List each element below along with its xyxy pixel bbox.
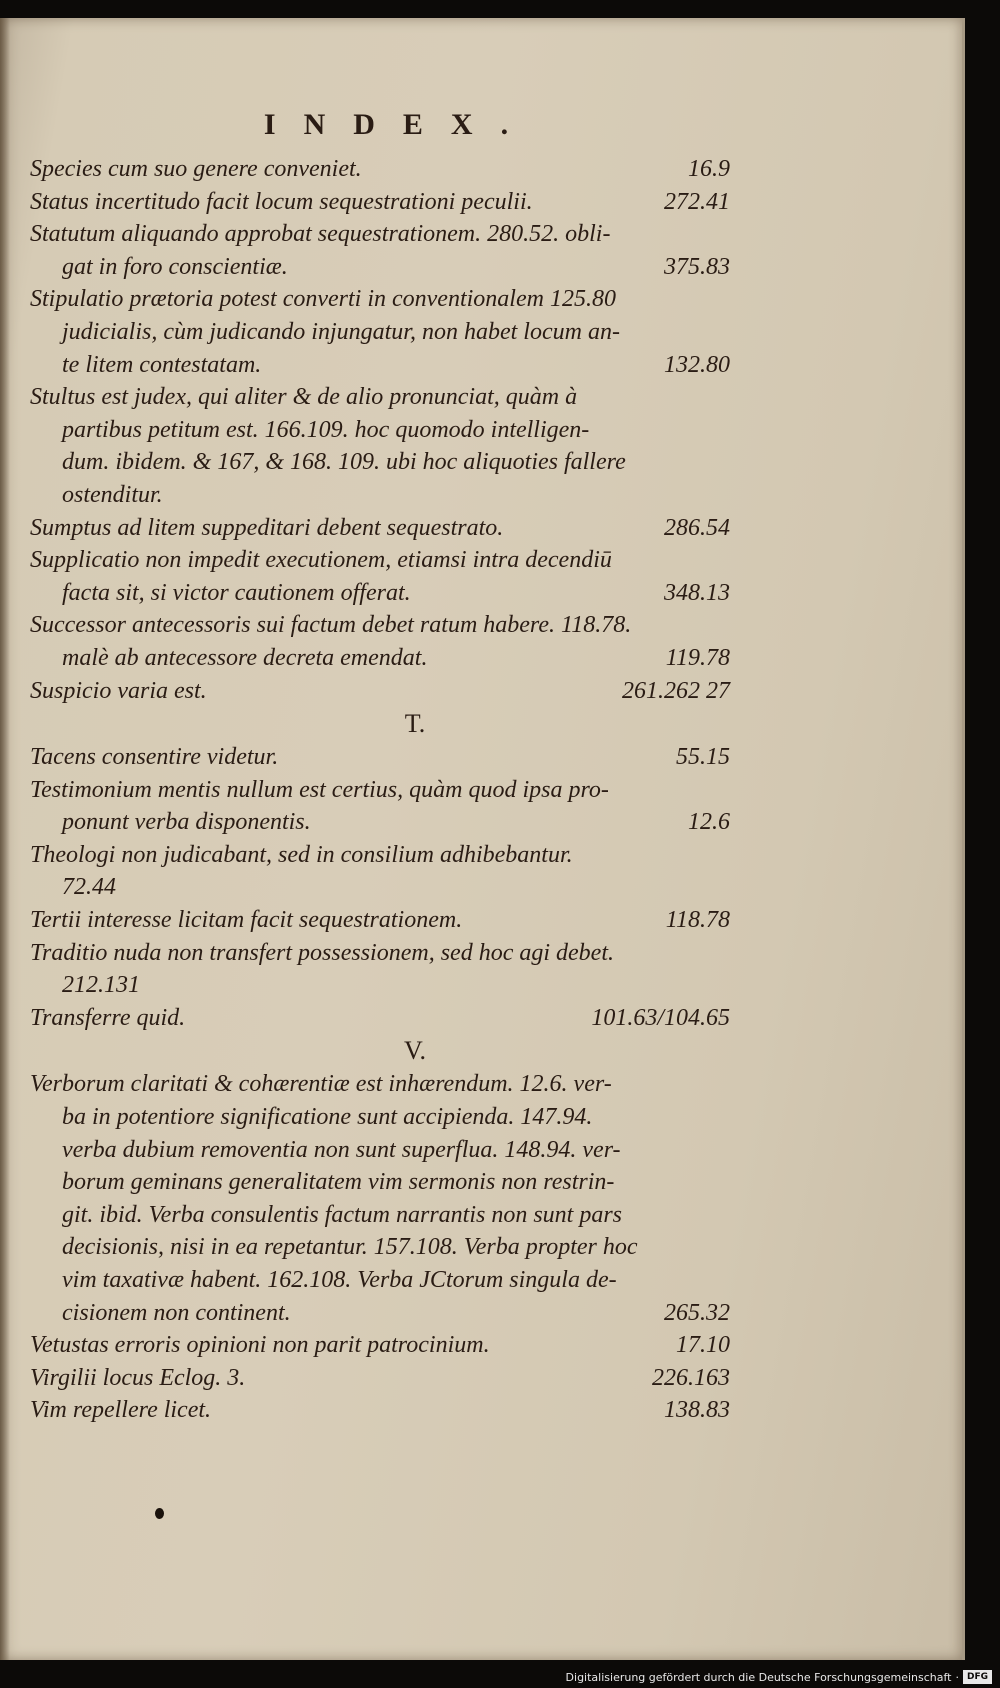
index-entry-line: Supplicatio non impedit executionem, etiamsi intra decendiū [30, 547, 612, 574]
index-entry-line: te litem contestatam. [62, 351, 262, 378]
index-entry-line: vim taxativæ habent. 162.108. Verba JCtorum singula de- [62, 1267, 617, 1293]
index-entry [30, 839, 730, 904]
page-reference: 101.63/104.65 [591, 1004, 730, 1031]
page-reference: 348.13 [664, 579, 730, 606]
index-entry [30, 544, 730, 609]
page-reference: 132.80 [664, 351, 730, 378]
page-reference: 55.15 [676, 744, 730, 771]
separator: · [955, 1670, 959, 1684]
index-entry-line: Theologi non judicabant, sed in consilium adhibebantur. [30, 841, 573, 868]
page-binding-edge [0, 18, 10, 1660]
index-group-v [30, 1068, 730, 1427]
index-list [30, 153, 730, 1427]
page-reference: 265.32 [664, 1299, 730, 1326]
index-entry-line: decisionis, nisi in ea repetantur. 157.108. Verba propter hoc [62, 1234, 638, 1261]
index-entry [30, 1362, 730, 1395]
index-entry [30, 283, 730, 381]
page-reference: 226.163 [652, 1364, 730, 1391]
index-entry-line: cisionem non continent. [62, 1299, 291, 1326]
index-entry-line: Suspicio varia est. [30, 677, 207, 704]
page-reference: 12.6 [688, 809, 730, 836]
page-reference: 16.9 [688, 156, 730, 182]
page-reference: 118.78 [665, 907, 730, 934]
index-entry [30, 1329, 730, 1362]
index-entry [30, 1394, 730, 1427]
index-entry [30, 381, 730, 511]
index-entry-line: facta sit, si victor cautionem offerat. [62, 579, 411, 606]
index-entry [30, 512, 730, 545]
page-reference: 119.78 [665, 644, 730, 671]
page-reference: 138.83 [664, 1397, 730, 1424]
page-reference: 375.83 [664, 253, 730, 280]
index-entry-line: Testimonium mentis nullum est certius, quàm quod ipsa pro- [30, 776, 609, 803]
index-entry [30, 904, 730, 937]
index-entry-line: gat in foro conscientiæ. [62, 253, 288, 280]
index-entry-line: Virgilii locus Eclog. 3. [30, 1364, 246, 1391]
index-entry-line: malè ab antecessore decreta emendat. [62, 644, 428, 671]
index-entry-line: dum. ibidem. & 167, & 168. 109. ubi hoc aliquoties fallere [62, 449, 626, 476]
index-entry [30, 609, 730, 674]
index-entry [30, 675, 730, 708]
index-entry [30, 741, 730, 774]
index-entry-line: Sumptus ad litem suppeditari debent sequestrato. [30, 514, 504, 541]
section-letter-t: T. [404, 709, 426, 739]
dfg-logo: DFG [963, 1670, 992, 1684]
index-entry-line: Tertii interesse licitam facit sequestrationem. [30, 907, 463, 934]
index-entry [30, 186, 730, 219]
index-entry-line: Traditio nuda non transfert possessionem, sed hoc agi debet. [30, 939, 614, 966]
index-entry [30, 1002, 730, 1035]
funding-credit: Digitalisierung gefördert durch die Deutsche Forschungsgemeinschaft [565, 1670, 952, 1684]
scanned-page [0, 18, 965, 1660]
ink-dot [155, 1508, 164, 1519]
index-entry-line: Vim repellere licet. [30, 1397, 212, 1424]
index-entry-line: Successor antecessoris sui factum debet ratum habere. 118.78. [30, 612, 632, 639]
index-group-t [30, 741, 730, 1034]
index-entry-line: Stultus est judex, qui aliter & de alio pronunciat, quàm à [30, 384, 578, 411]
index-entry-line: judicialis, cùm judicando injungatur, non habet locum an- [62, 318, 620, 345]
page-heading: INDEX. [263, 108, 537, 141]
index-entry [30, 937, 730, 1002]
index-entry-line: partibus petitum est. 166.109. hoc quomodo intelligen- [62, 416, 590, 443]
index-entry-line: Vetustas erroris opinioni non parit patrocinium. [30, 1332, 490, 1359]
index-entry-line: git. ibid. Verba consulentis factum narrantis non sunt pars [62, 1201, 623, 1228]
index-entry-line: Status incertitudo facit locum sequestrationi peculii. [30, 188, 533, 215]
index-entry-line: verba dubium removentia non sunt superflua. 148.94. ver- [62, 1136, 621, 1163]
index-entry [30, 1068, 730, 1329]
index-entry [30, 774, 730, 839]
page-reference: 17.10 [676, 1332, 730, 1359]
index-entry [30, 218, 730, 283]
index-entry-line: 72.44 [62, 874, 116, 901]
index-entry-line: Tacens consentire videtur. [30, 744, 279, 771]
index-entry-line: Statutum aliquando approbat sequestrationem. 280.52. obli- [30, 221, 611, 248]
index-entry-line: Stipulatio prætoria potest converti in conventionalem 125.80 [30, 286, 616, 313]
index-entry [30, 153, 730, 186]
index-entry-line: Transferre quid. [30, 1004, 186, 1031]
index-entry-line: Verborum claritati & cohærentiæ est inhærendum. 12.6. ver- [30, 1071, 612, 1098]
digitization-footer [566, 1670, 992, 1684]
index-entry-line: ponunt verba disponentis. [62, 809, 311, 836]
index-group-s [30, 153, 730, 707]
index-entry-line: borum geminans generalitatem vim sermonis non restrin- [62, 1169, 615, 1196]
index-entry-line: 212.131 [62, 972, 140, 999]
page-reference: 261.262 27 [622, 677, 730, 704]
page-reference: 286.54 [664, 514, 730, 541]
index-entry-line: ostenditur. [62, 481, 163, 508]
index-entry-line: ba in potentiore significatione sunt accipienda. 147.94. [62, 1104, 593, 1131]
page-reference: 272.41 [664, 188, 730, 215]
section-letter-v: V. [404, 1036, 426, 1066]
index-entry-line: Species cum suo genere conveniet. [30, 156, 362, 182]
